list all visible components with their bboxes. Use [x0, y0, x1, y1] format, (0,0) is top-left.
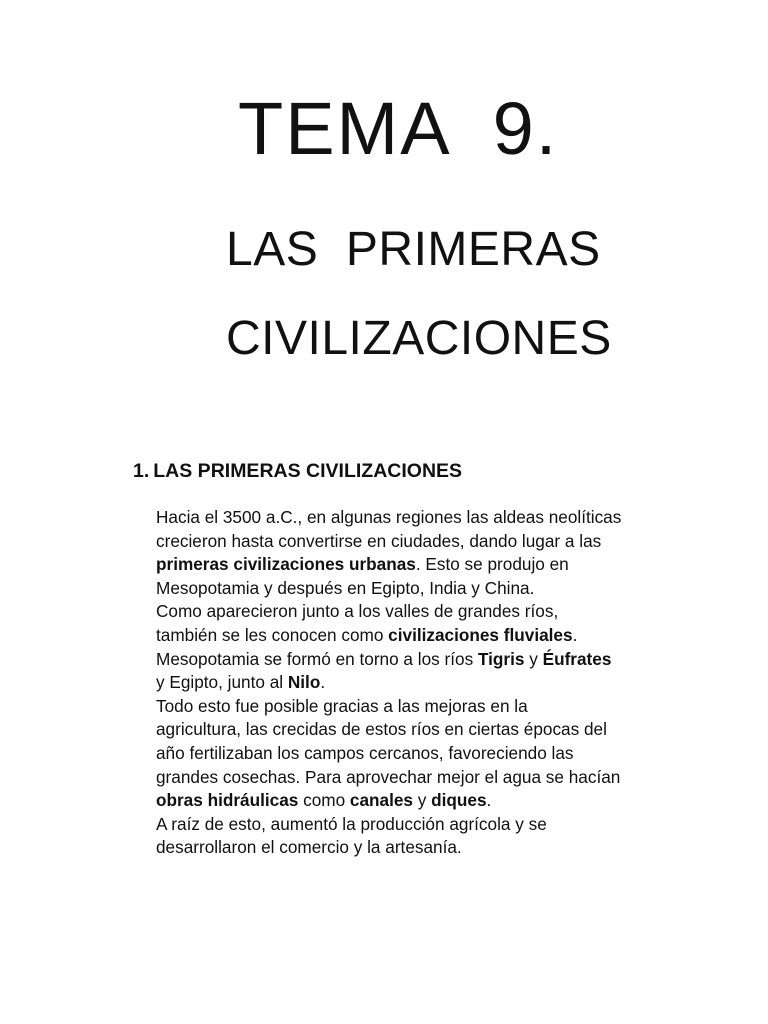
- body-line: [156, 648, 676, 672]
- section-title: LAS PRIMERAS CIVILIZACIONES: [153, 460, 463, 482]
- body-line: [156, 624, 676, 648]
- body-line: crecieron hasta convertirse en ciudades, dando lugar a las: [156, 530, 602, 551]
- body-line: año fertilizaban los campos cercanos, favoreciendo las: [156, 742, 574, 763]
- body-text-run: y Egipto, junto al: [156, 672, 288, 693]
- bold-term: Éufrates: [542, 648, 612, 669]
- body-line: [156, 789, 676, 813]
- body-text-run: y: [413, 790, 432, 811]
- body-line: grandes cosechas. Para aprovechar mejor el agua se hacían: [156, 766, 621, 787]
- body-text-run: . Esto se produjo en: [415, 554, 569, 575]
- bold-term: Nilo: [287, 672, 321, 693]
- body-line: Hacia el 3500 a.C., en algunas regiones las aldeas neolíticas: [156, 507, 622, 527]
- bold-term: obras hidráulicas: [156, 790, 299, 811]
- body-text-run: también se les conocen como: [156, 624, 389, 645]
- body-line: Todo esto fue posible gracias a las mejoras en la: [156, 695, 528, 716]
- body-text-run: .: [572, 624, 578, 645]
- page-subtitle-line-2: CIVILIZACIONES: [226, 312, 612, 365]
- section-number: 1.: [133, 460, 150, 482]
- body-line: [156, 671, 676, 695]
- page-subtitle-line-1: LAS PRIMERAS: [226, 223, 601, 276]
- body-text-run: Mesopotamia se formó en torno a los ríos: [156, 648, 478, 669]
- bold-term: Tigris: [477, 648, 525, 669]
- body-text-run: .: [320, 672, 326, 693]
- body-line: Como aparecieron junto a los valles de grandes ríos,: [156, 601, 559, 622]
- section-body: [156, 506, 676, 860]
- body-line: desarrollaron el comercio y la artesanía.: [156, 837, 462, 858]
- body-text-run: como: [298, 790, 350, 811]
- bold-term: canales: [349, 790, 413, 811]
- body-line: Mesopotamia y después en Egipto, India y China.: [156, 577, 535, 598]
- bold-term: primeras civilizaciones urbanas: [156, 554, 416, 575]
- body-text-run: y: [524, 648, 543, 669]
- bold-term: civilizaciones fluviales: [388, 624, 573, 645]
- body-line: A raíz de esto, aumentó la producción agrícola y se: [156, 813, 547, 834]
- body-line: agricultura, las crecidas de estos ríos en ciertas épocas del: [156, 719, 607, 740]
- section-heading: [133, 460, 462, 483]
- page-title: TEMA 9.: [238, 87, 559, 170]
- body-text-run: .: [486, 790, 492, 811]
- bold-term: diques: [431, 790, 487, 811]
- body-line: [156, 553, 676, 577]
